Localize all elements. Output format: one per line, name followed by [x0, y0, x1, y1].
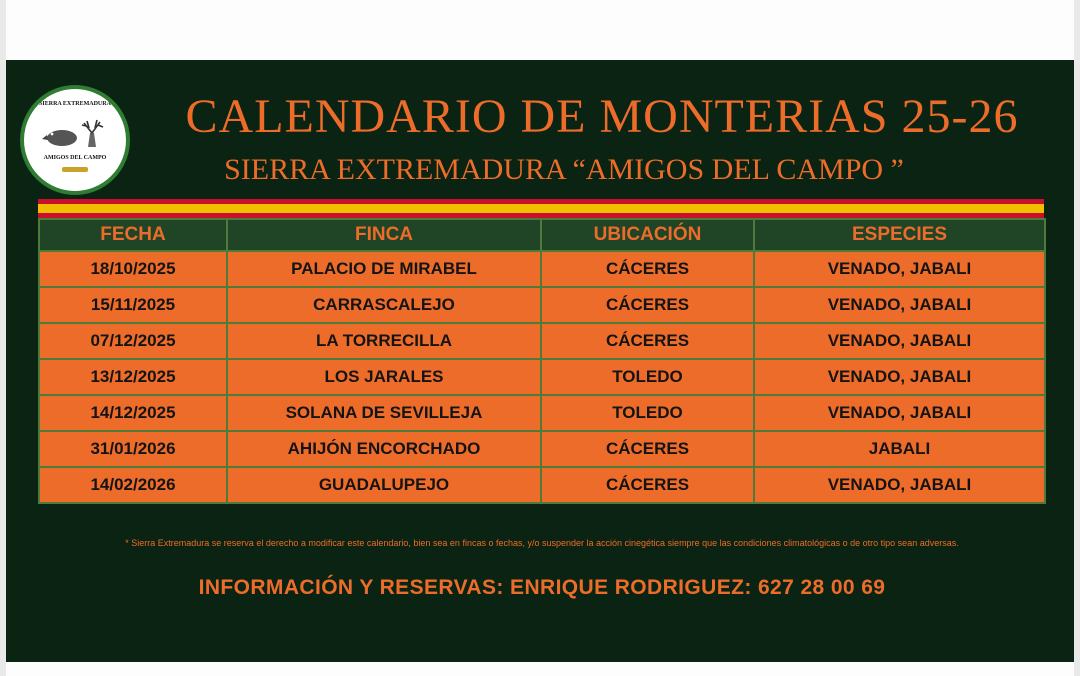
- header-fecha: FECHA: [39, 219, 227, 251]
- cell-especies: VENADO, JABALI: [754, 323, 1045, 359]
- table-row: [39, 467, 1045, 503]
- cell-especies: VENADO, JABALI: [754, 359, 1045, 395]
- logo-top-text: SIERRA EXTREMADURA: [39, 101, 111, 107]
- flag-stripe-yellow: [38, 204, 1044, 213]
- calendar-table: [38, 218, 1046, 504]
- cell-ubicacion: CÁCERES: [541, 287, 754, 323]
- cell-especies: VENADO, JABALI: [754, 467, 1045, 503]
- contact-info: INFORMACIÓN Y RESERVAS: ENRIQUE RODRIGUEZ: 627 28 00 69: [198, 576, 886, 599]
- table-row: [39, 323, 1045, 359]
- club-logo: [20, 85, 130, 195]
- cell-especies: VENADO, JABALI: [754, 251, 1045, 287]
- cell-ubicacion: TOLEDO: [541, 395, 754, 431]
- poster-subtitle: SIERRA EXTREMADURA “AMIGOS DEL CAMPO ”: [224, 153, 904, 186]
- cell-ubicacion: TOLEDO: [541, 359, 754, 395]
- header-especies: ESPECIES: [754, 219, 1045, 251]
- logo-ribbon: [62, 167, 88, 172]
- cell-ubicacion: CÁCERES: [541, 251, 754, 287]
- header-finca: FINCA: [227, 219, 541, 251]
- cell-finca: AHIJÓN ENCORCHADO: [227, 431, 541, 467]
- cell-especies: JABALI: [754, 431, 1045, 467]
- table-row: [39, 431, 1045, 467]
- cell-especies: VENADO, JABALI: [754, 287, 1045, 323]
- cell-fecha: 14/02/2026: [39, 467, 227, 503]
- table-row: [39, 395, 1045, 431]
- cell-fecha: 14/12/2025: [39, 395, 227, 431]
- logo-bottom-text: AMIGOS DEL CAMPO: [43, 155, 107, 161]
- cell-ubicacion: CÁCERES: [541, 323, 754, 359]
- cell-fecha: 15/11/2025: [39, 287, 227, 323]
- header-ubicacion: UBICACIÓN: [541, 219, 754, 251]
- cell-fecha: 31/01/2026: [39, 431, 227, 467]
- cell-fecha: 13/12/2025: [39, 359, 227, 395]
- disclaimer-note: * Sierra Extremadura se reserva el derecho a modificar este calendario, bien sea en fincas o fechas, y/o suspender la acción cinegética siempre que las condiciones climatológicas o de otro tipo sean adversas.: [125, 538, 959, 548]
- table-row: [39, 251, 1045, 287]
- cell-ubicacion: CÁCERES: [541, 467, 754, 503]
- table-row: [39, 287, 1045, 323]
- cell-finca: LOS JARALES: [227, 359, 541, 395]
- page-edge-right: [1074, 0, 1080, 676]
- cell-ubicacion: CÁCERES: [541, 431, 754, 467]
- spain-flag-band: [38, 199, 1044, 218]
- cell-fecha: 07/12/2025: [39, 323, 227, 359]
- poster-image: [6, 60, 1074, 662]
- cell-finca: GUADALUPEJO: [227, 467, 541, 503]
- table-row: [39, 359, 1045, 395]
- cell-finca: PALACIO DE MIRABEL: [227, 251, 541, 287]
- cell-finca: SOLANA DE SEVILLEJA: [227, 395, 541, 431]
- poster-title: CALENDARIO DE MONTERIAS 25-26: [185, 90, 1019, 143]
- cell-fecha: 18/10/2025: [39, 251, 227, 287]
- boar-stag-emblem-icon: [38, 119, 112, 149]
- table-header-row: [39, 219, 1045, 251]
- cell-finca: LA TORRECILLA: [227, 323, 541, 359]
- cell-finca: CARRASCALEJO: [227, 287, 541, 323]
- cell-especies: VENADO, JABALI: [754, 395, 1045, 431]
